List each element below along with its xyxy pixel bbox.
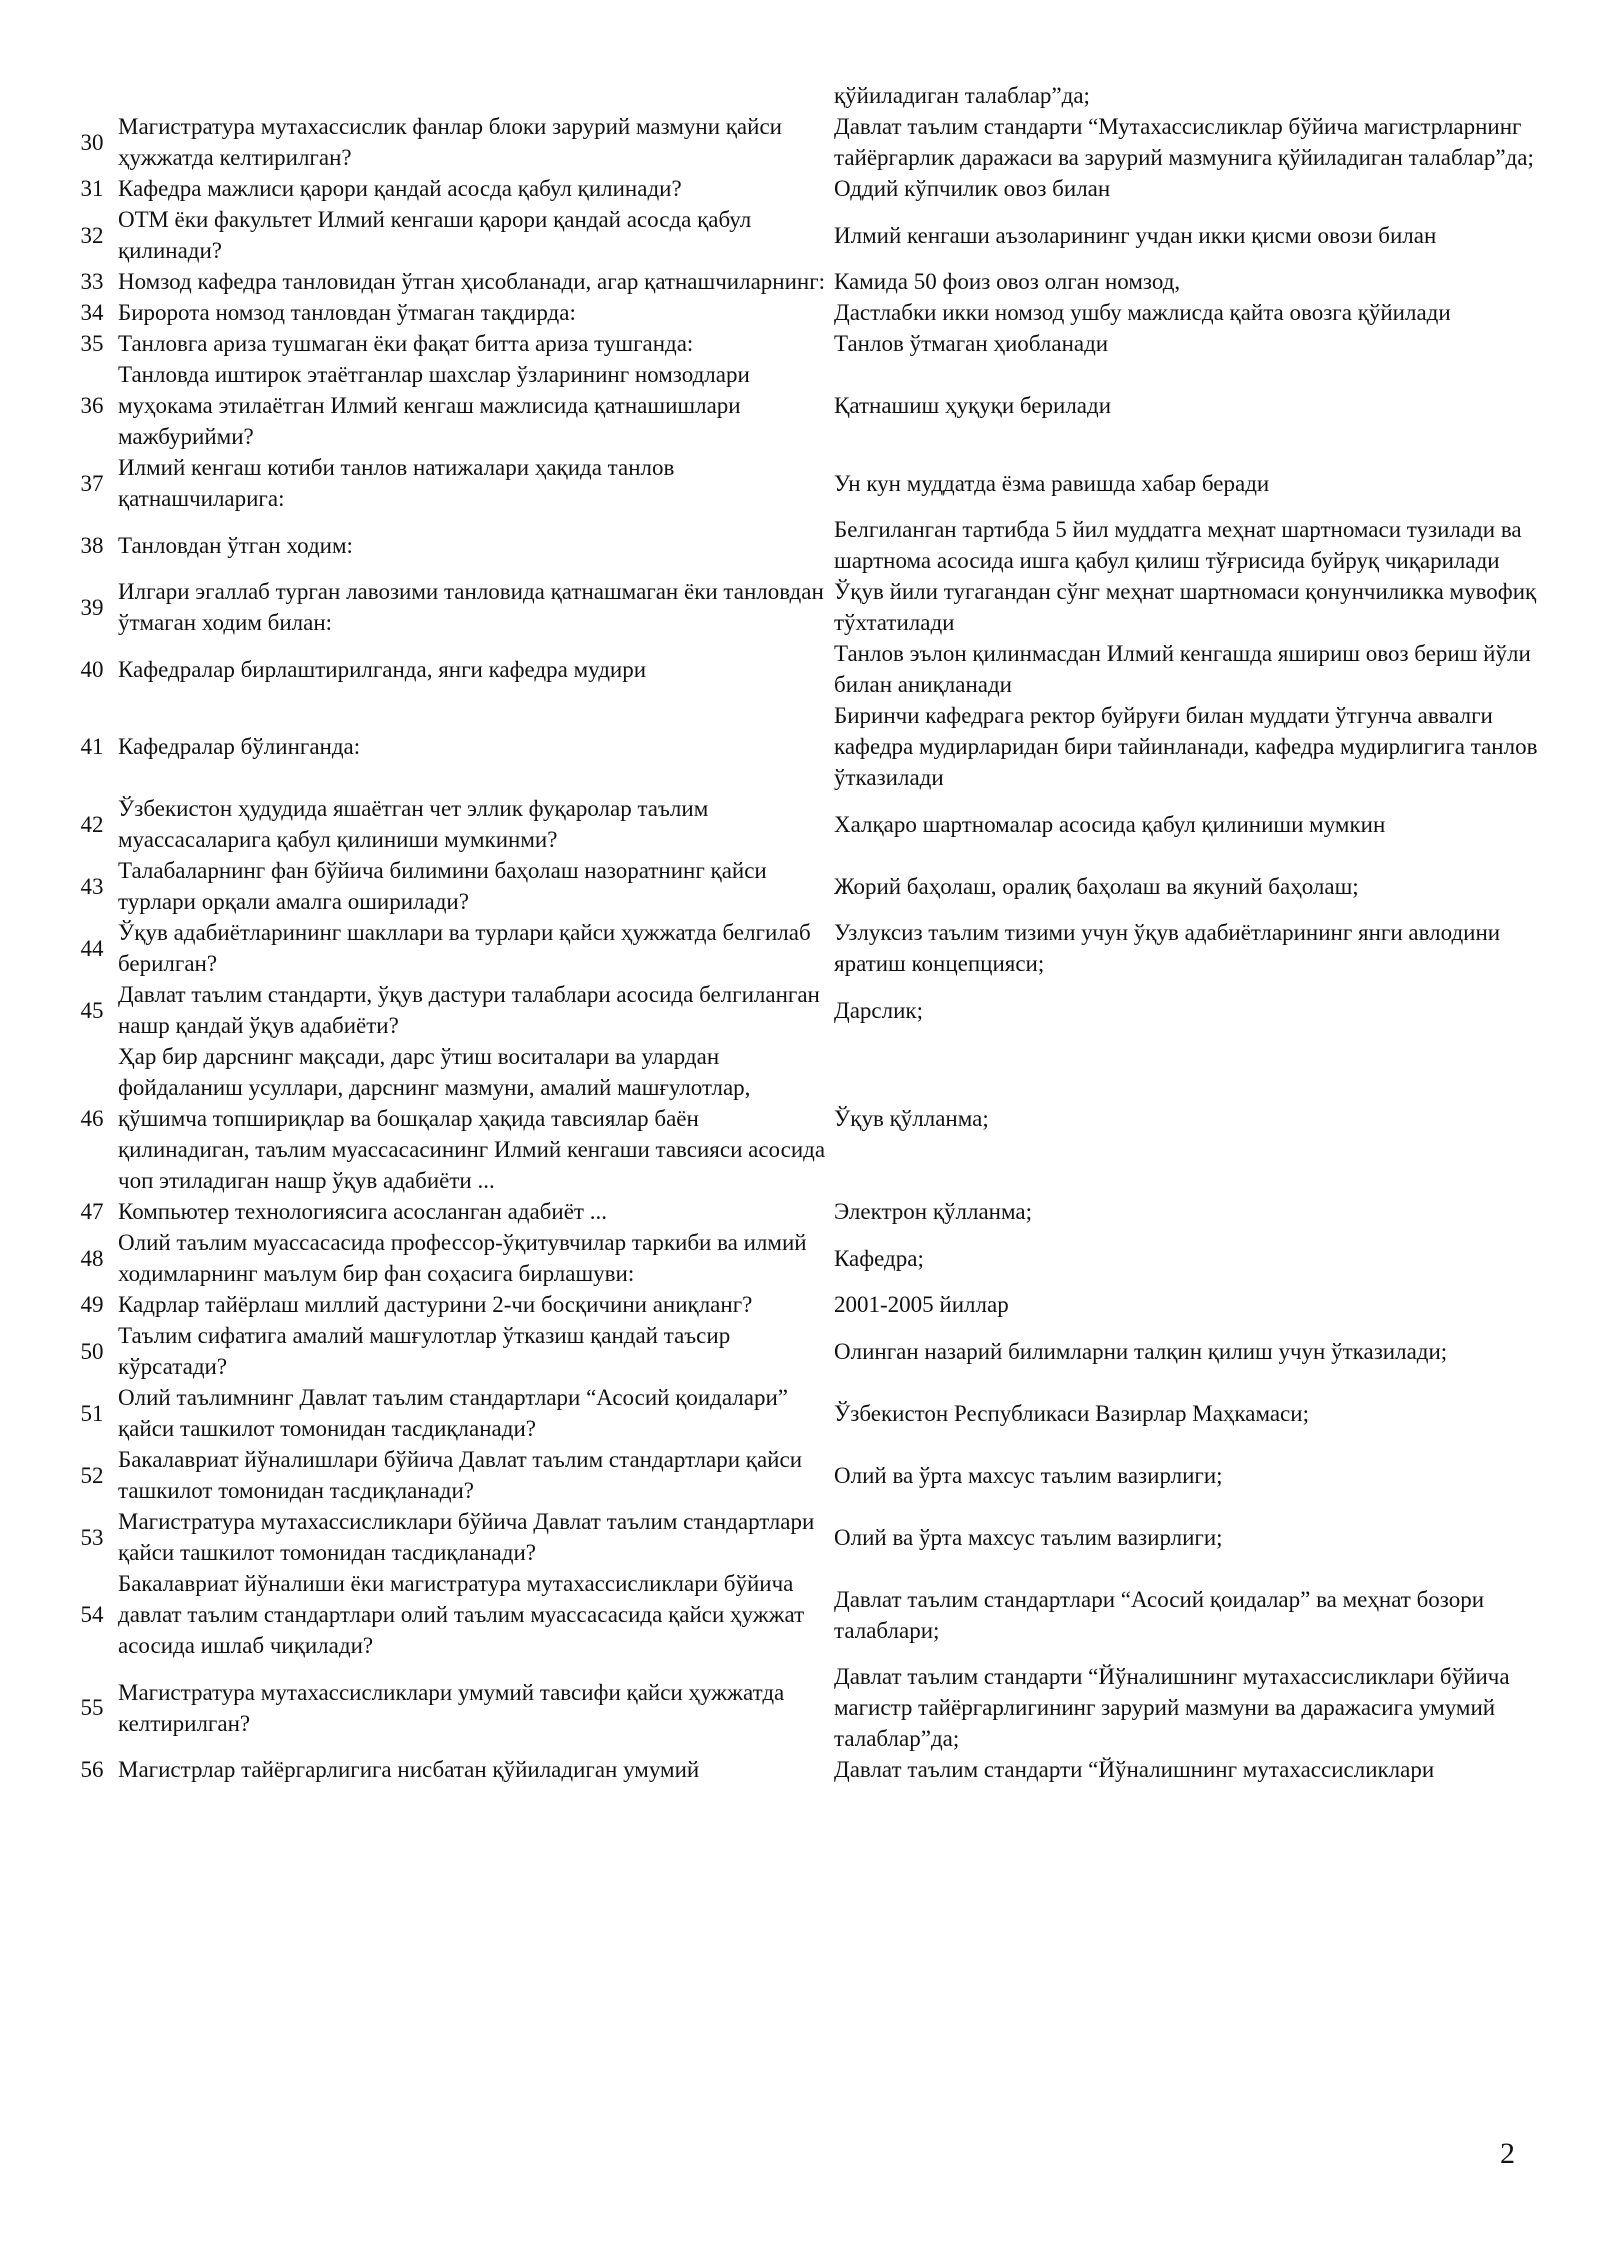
question-number: 39 [80,594,104,620]
question-number: 33 [80,269,104,294]
question-text: Ўқув адабиётларининг шакллари ва турлари қайси ҳужжатда белгилаб берилган? [118,920,811,976]
question-number: 53 [80,1524,104,1550]
table-row [66,1320,1566,1382]
question-text: Бакалавриат йўналиши ёки магистратура мутахассисликлари бўйича давлат таълим стандартлари олий таълим муассасасида қайси ҳужжат асосида ишлаб чиқилади? [118,1571,805,1658]
answer-text: Танлов ўтмаган ҳиобланади [834,331,1109,356]
answer-text: Давлат таълим стандарти “Мутахассисликлар бўйича магистрларнинг тайёргарлик даражаси ва зарурий мазмунига қўйиладиган талаблар”да; [834,114,1534,170]
question-number: 42 [80,811,104,837]
question-text: Ҳар бир дарснинг мақсади, дарс ўтиш воситалари ва улардан фойдаланиш усуллари, дарснинг мазмуни, амалий машғулотлар, қўшимча топшириқлар ва бошқалар ҳақида тавсиялар баён қилинадиган, таълим муассасасининг Илмий кенгаши тавсияси асосида чоп этиладиган нашр ўқув адабиёти ... [118,1044,826,1193]
question-number: 37 [80,470,104,496]
question-text: Танловга ариза тушмаган ёки фақат битта ариза тушганда: [118,331,694,356]
answer-text: Узлуксиз таълим тизими учун ўқув адабиётларининг янги авлодини яратиш концепцияси; [834,920,1501,976]
question-text: Кафедралар бўлинганда: [118,734,361,759]
table-row [66,111,1566,173]
question-number: 43 [80,873,104,899]
question-text: Кафедралар бирлаштирилганда, янги кафедра мудири [118,656,647,682]
table-row [66,700,1566,793]
question-number: 40 [80,656,104,682]
question-number: 47 [80,1199,104,1224]
question-text: Танловда иштирок этаётганлар шахслар ўзларининг номзодлари муҳокама этилаётган Илмий кенгаш мажлисида қатнашишлари мажбурийми? [118,362,750,449]
answer-text: Камида 50 фоиз овоз олган номзод, [834,269,1181,294]
answer-text: Оддий кўпчилик овоз билан [834,176,1111,201]
answer-text: Давлат таълим стандартлари “Асосий қоидалар” ва меҳнат бозори талаблари; [834,1586,1485,1643]
question-text: Илгари эгаллаб турган лавозими танловида қатнашмаган ёки танловдан ўтмаган ходим билан: [118,579,824,635]
question-number: 49 [80,1292,104,1317]
table-row [66,1382,1566,1444]
answer-text: Биринчи кафедрага ректор буйруғи билан муддати ўтгунча аввалги кафедра мудирларидан бири тайинланади, кафедра мудирлигига танлов ўтказилади [834,703,1538,790]
question-text: ОТМ ёки факультет Илмий кенгаши қарори қандай асосда қабул қилинади? [118,207,752,263]
question-number: 30 [80,129,104,155]
table-row [66,514,1566,576]
table-row [66,576,1566,638]
answer-text: Олий ва ўрта махсус таълим вазирлиги; [834,1462,1223,1488]
question-text: Талабаларнинг фан бўйича билимини баҳолаш назоратнинг қайси турлари орқали амалга оширилади? [118,858,767,914]
answer-text: Ўқув қўлланма; [834,1106,989,1131]
question-number: 36 [80,393,104,418]
question-number: 41 [80,734,104,759]
question-number: 34 [80,300,104,325]
answer-text: Давлат таълим стандарти “Йўналишнинг мутахассисликлари бўйича магистр тайёргарлигининг зарурий мазмуни ва даражасига умумий талаблар”да; [834,1664,1510,1751]
question-text: Магистрлар тайёргарлигига нисбатан қўйиладиган умумий [118,1757,700,1782]
question-number: 32 [80,222,104,248]
answer-text: Ўқув йили тугагандан сўнг меҳнат шартномаси қонунчиликка мувофиқ тўхтатилади [834,579,1537,635]
question-number: 31 [80,176,104,201]
answer-text: Дарслик; [834,997,923,1023]
answer-text: Жорий баҳолаш, оралиқ баҳолаш ва якуний баҳолаш; [834,873,1359,899]
table-row [66,297,1566,328]
question-text: Магистратура мутахассисликлари бўйича Давлат таълим стандартлари қайси ташкилот томонидан тасдиқланади? [118,1509,815,1565]
answer-text: Олий ва ўрта махсус таълим вазирлиги; [834,1524,1223,1550]
answer-text: Қатнашиш ҳуқуқи берилади [834,393,1112,418]
question-text: Магистратура мутахассислик фанлар блоки зарурий мазмуни қайси ҳужжатда келтирилган? [118,114,782,170]
answer-text: Илмий кенгаши аъзоларининг учдан икки қисми овози билан [834,222,1437,248]
table-row [66,855,1566,917]
answer-text: Дастлабки икки номзод ушбу мажлисда қайта овозга қўйилади [834,300,1451,325]
answer-text: Ун кун муддатда ёзма равишда хабар беради [834,470,1270,496]
table-row [66,266,1566,297]
table-row [66,1227,1566,1289]
answer-text: Белгиланган тартибда 5 йил муддатга меҳнат шартномаси тузилади ва шартнома асосида ишга қабул қилиш тўғрисида буйруқ чиқарилади [834,517,1522,573]
answer-text: 2001-2005 йиллар [834,1292,1009,1317]
page-number: 2 [1500,2137,1515,2170]
question-text: Магистратура мутахассисликлари умумий тавсифи қайси ҳужжатда келтирилган? [118,1679,785,1736]
table-row [66,328,1566,359]
answer-text: Халқаро шартномалар асосида қабул қилиниши мумкин [834,811,1386,837]
answer-text: Электрон қўлланма; [834,1199,1032,1224]
answer-text: Ўзбекистон Республикаси Вазирлар Маҳкамаси; [834,1400,1309,1426]
question-text: Илмий кенгаш котиби танлов натижалари ҳақида танлов қатнашчиларига: [118,455,675,511]
question-text: Давлат таълим стандарти, ўқув дастури талаблари асосида белгиланган нашр қандай ўқув адабиёти? [118,982,820,1038]
table-row [66,1568,1566,1661]
question-text: Биророта номзод танловдан ўтмаган тақдирда: [118,300,576,325]
question-answer-table-body [66,111,1566,1785]
table-row [66,1506,1566,1568]
table-row [66,917,1566,979]
table-row [66,1289,1566,1320]
table-row [66,979,1566,1041]
table-row [66,173,1566,204]
answer-text: Танлов эълон қилинмасдан Илмий кенгашда яшириш овоз бериш йўли билан аниқланади [834,641,1531,697]
question-number: 52 [80,1462,104,1488]
table-row [66,204,1566,266]
answer-text: Кафедра; [834,1245,924,1271]
question-text: Олий таълим муассасасида профессор-ўқитувчилар таркиби ва илмий ходимларнинг маълум бир фан соҳасига бирлашуви: [118,1230,807,1286]
table-row [66,1661,1566,1754]
question-number: 46 [80,1106,104,1131]
question-number: 44 [80,935,104,961]
table-row [66,1041,1566,1196]
answer-text: Олинган назарий билимларни талқин қилиш учун ўтказилади; [834,1338,1448,1364]
table-row [66,1196,1566,1227]
question-text: Ўзбекистон ҳудудида яшаётган чет эллик фуқаролар таълим муассасаларига қабул қилиниши мумкинми? [118,796,709,852]
table-row [66,359,1566,452]
question-text: Кадрлар тайёрлаш миллий дастурини 2-чи босқичини аниқланг? [118,1292,753,1317]
table-row [66,638,1566,700]
question-text: Танловдан ўтган ходим: [118,532,353,558]
table-row [66,1754,1566,1785]
question-answer-table [66,111,1566,1785]
question-text: Таълим сифатига амалий машғулотлар ўтказиш қандай таъсир кўрсатади? [118,1323,731,1379]
question-number: 35 [80,331,104,356]
question-number: 54 [80,1602,104,1627]
table-row [66,793,1566,855]
question-number: 45 [80,997,104,1023]
question-text: Олий таълимнинг Давлат таълим стандартлари “Асосий қоидалари” қайси ташкилот томонидан тасдиқланади? [118,1385,788,1441]
question-number: 51 [80,1400,104,1426]
question-number: 50 [80,1338,104,1364]
question-number: 38 [80,532,104,558]
table-row [66,1444,1566,1506]
question-number: 48 [80,1245,104,1271]
continued-answer-text: қўйиладиган талаблар”да; [834,83,1090,108]
question-text: Кафедра мажлиси қарори қандай асосда қабул қилинади? [118,176,682,201]
question-number: 56 [80,1757,104,1782]
answer-text: Давлат таълим стандарти “Йўналишнинг мутахассисликлари [834,1757,1435,1782]
question-text: Компьютер технологиясига асосланган адабиёт ... [118,1199,607,1224]
question-number: 55 [80,1695,104,1720]
question-text: Номзод кафедра танловидан ўтган ҳисобланади, агар қатнашчиларнинг: [118,269,826,294]
table-row [66,452,1566,514]
question-text: Бакалавриат йўналишлари бўйича Давлат таълим стандартлари қайси ташкилот томонидан тасдиқланади? [118,1447,803,1503]
